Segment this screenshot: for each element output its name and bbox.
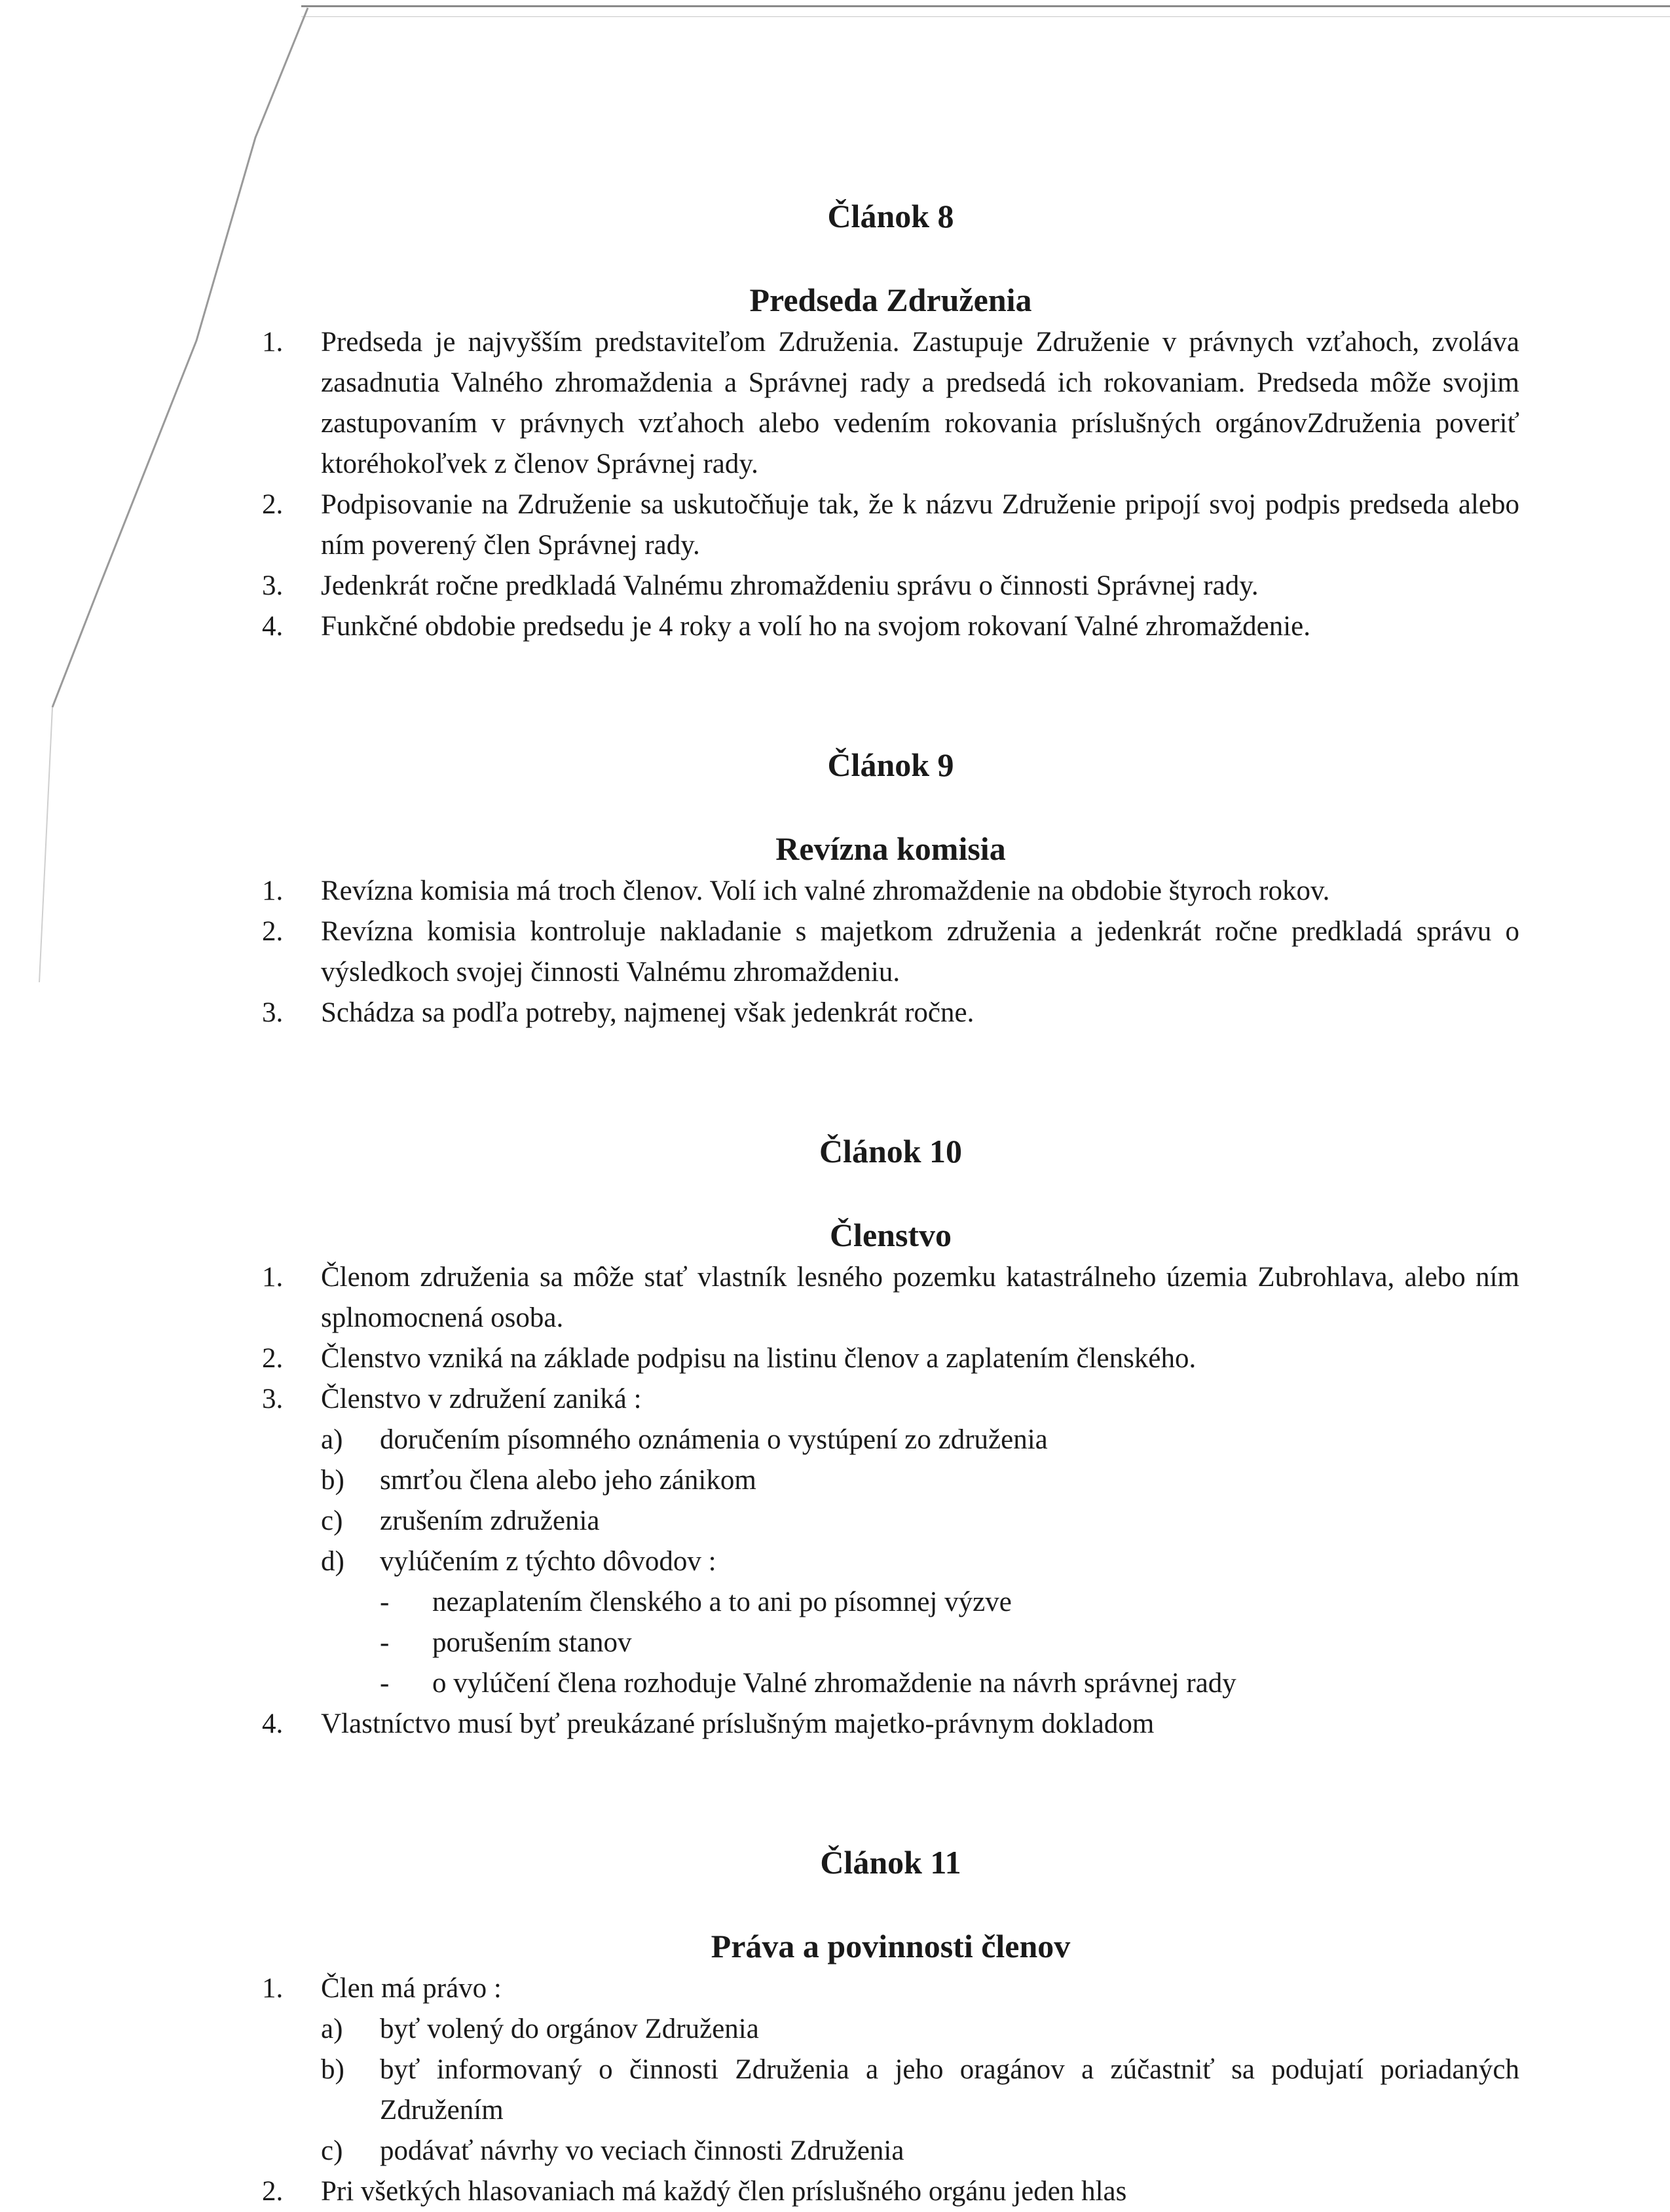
sub-item-text: smrťou člena alebo jeho zánikom (380, 1465, 756, 1496)
article-11-heading: Práva a povinnosti členov (711, 1928, 1071, 1964)
sub-item-text: zrušením združenia (380, 1505, 600, 1536)
sub-item-d (321, 1541, 1519, 1704)
sub-item-text: podávať návrhy vo veciach činnosti Združenia (380, 2135, 904, 2166)
item-number: 3. (262, 1384, 284, 1414)
article-11-title: Článok 11 (820, 1844, 961, 1881)
dash-item-text: nezaplatením členského a to ani po písomnej výzve (432, 1587, 1012, 1617)
item-number: 3. (262, 997, 284, 1028)
article-8-item-4 (262, 606, 1519, 647)
article-10-dash-list (380, 1582, 1519, 1704)
item-text: Schádza sa podľa potreby, najmenej však jedenkrát ročne. (321, 997, 974, 1028)
article-9-item-2 (262, 912, 1519, 993)
item-number: 1. (262, 1262, 284, 1293)
sub-item-marker: a) (321, 1424, 343, 1455)
article-10-sublist (321, 1420, 1519, 1704)
dash-item-text: o vylúčení člena rozhoduje Valné zhromaždenie na návrh správnej rady (432, 1668, 1236, 1699)
item-number: 2. (262, 2176, 284, 2207)
item-text: Členom združenia sa môže stať vlastník lesného pozemku katastrálneho územia Zubrohlava, alebo ním splnomocnená osoba. (321, 1262, 1519, 1333)
item-text: Revízna komisia má troch členov. Volí ich valné zhromaždenie na obdobie štyroch rokov. (321, 876, 1330, 906)
item-text: Členstvo vzniká na základe podpisu na listinu členov a zaplatením členského. (321, 1343, 1197, 1374)
dash-item-text: porušením stanov (432, 1627, 632, 1658)
dash-item (380, 1663, 1519, 1704)
article-10-heading: Členstvo (829, 1217, 952, 1253)
sub-item-b (321, 2050, 1519, 2131)
sub-item-c (321, 1501, 1519, 1541)
dash-marker: - (380, 1668, 390, 1699)
sub-item-a (321, 1420, 1519, 1460)
item-text: Podpisovanie na Združenie sa uskutočňuje tak, že k názvu Združenie pripojí svoj podpis predseda alebo ním poverený člen Správnej rady. (321, 489, 1519, 561)
article-9-item-1 (262, 871, 1519, 912)
spacer (262, 1073, 1519, 1132)
article-8-item-3 (262, 566, 1519, 606)
sub-item-marker: b) (321, 1465, 344, 1496)
item-number: 2. (262, 916, 284, 947)
article-9-title: Článok 9 (827, 747, 954, 783)
item-number: 2. (262, 489, 284, 520)
article-11-sublist (321, 2009, 1519, 2171)
item-text: Funkčné obdobie predsedu je 4 roky a volí ho na svojom rokovaní Valné zhromaždenie. (321, 611, 1311, 642)
item-number: 3. (262, 570, 284, 601)
document-page (262, 196, 1519, 2207)
article-11 (262, 1843, 1519, 2212)
paper-fold-top-edge (301, 5, 1670, 17)
sub-item-marker: c) (321, 2135, 343, 2166)
item-text: Vlastníctvo musí byť preukázané príslušným majetko-právnym dokladom (321, 1708, 1155, 1739)
article-11-list (262, 1968, 1519, 2212)
article-10-item-4 (262, 1704, 1519, 1744)
article-10-item-2 (262, 1338, 1519, 1379)
item-number: 1. (262, 327, 284, 358)
item-text: Pri všetkých hlasovaniach má každý člen príslušného orgánu jeden hlas (321, 2176, 1127, 2207)
sub-item-text: byť volený do orgánov Združenia (380, 2014, 759, 2044)
article-11-item-2 (262, 2171, 1519, 2212)
sub-item-a (321, 2009, 1519, 2050)
item-number: 2. (262, 1343, 284, 1374)
item-number: 4. (262, 611, 284, 642)
item-text: Revízna komisia kontroluje nakladanie s majetkom združenia a jedenkrát ročne predkladá správu o výsledkoch svojej činnosti Valnému zhromaždeniu. (321, 916, 1519, 987)
article-11-item-1 (262, 1968, 1519, 2171)
article-8-title: Článok 8 (827, 198, 954, 234)
article-10-item-1 (262, 1257, 1519, 1338)
sub-item-text: doručením písomného oznámenia o vystúpení zo združenia (380, 1424, 1048, 1455)
sub-item-marker: b) (321, 2054, 344, 2085)
article-9-heading: Revízna komisia (775, 830, 1006, 867)
dash-item (380, 1582, 1519, 1623)
dash-item (380, 1623, 1519, 1663)
item-text: Člen má právo : (321, 1973, 502, 2004)
article-10 (262, 1132, 1519, 1744)
sub-item-text: byť informovaný o činnosti Združenia a jeho oragánov a zúčastniť sa podujatí poriadaných Združením (380, 2054, 1519, 2126)
article-10-title: Článok 10 (819, 1133, 963, 1170)
sub-item-marker: a) (321, 2014, 343, 2044)
item-number: 1. (262, 1973, 284, 2004)
article-9-item-3 (262, 993, 1519, 1033)
article-9 (262, 745, 1519, 1033)
article-8 (262, 196, 1519, 647)
item-text: Členstvo v združení zaniká : (321, 1384, 642, 1414)
dash-marker: - (380, 1587, 390, 1617)
sub-item-marker: c) (321, 1505, 343, 1536)
sub-item-c (321, 2131, 1519, 2171)
sub-item-text: vylúčením z týchto dôvodov : (380, 1546, 716, 1577)
article-10-item-3 (262, 1379, 1519, 1704)
spacer (262, 1784, 1519, 1843)
article-8-item-1 (262, 322, 1519, 485)
item-text: Jedenkrát ročne predkladá Valnému zhromaždeniu správu o činnosti Správnej rady. (321, 570, 1259, 601)
item-number: 4. (262, 1708, 284, 1739)
item-number: 1. (262, 876, 284, 906)
dash-marker: - (380, 1627, 390, 1658)
article-8-heading: Predseda Združenia (749, 282, 1032, 318)
sub-item-marker: d) (321, 1546, 344, 1577)
article-9-list (262, 871, 1519, 1033)
spacer (262, 686, 1519, 745)
article-8-list (262, 322, 1519, 647)
article-10-list (262, 1257, 1519, 1744)
item-text: Predseda je najvyšším predstaviteľom Združenia. Zastupuje Združenie v právnych vzťahoch, zvoláva zasadnutia Valného zhromaždenia a Správnej rady a predsedá ich rokovaniam. Predseda môže svojim zastupovaním v právnych vzťahoch alebo vedením rokovania príslušných orgánovZdruženia poveriť ktoréhokoľvek z členov Správnej rady. (321, 327, 1519, 479)
article-8-item-2 (262, 485, 1519, 566)
sub-item-b (321, 1460, 1519, 1501)
